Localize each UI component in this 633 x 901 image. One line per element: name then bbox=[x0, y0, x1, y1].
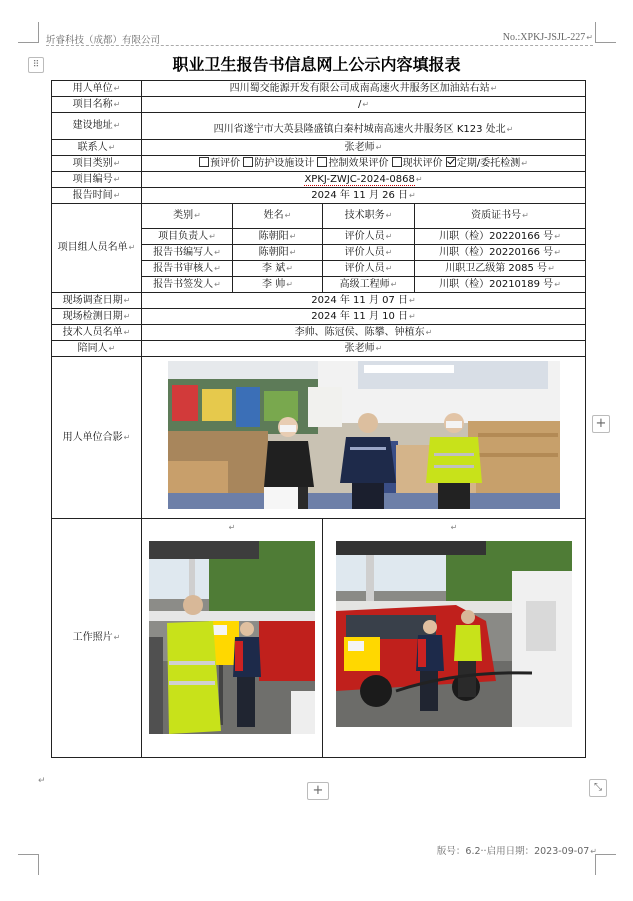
category-option-periodic-testing[interactable]: 定期/委托检测 bbox=[446, 158, 520, 169]
label-work-photos: 工作照片↵ bbox=[52, 519, 142, 758]
header-divider bbox=[46, 45, 593, 46]
add-row-icon[interactable]: + bbox=[307, 782, 329, 800]
label-category: 项目类别↵ bbox=[52, 156, 142, 172]
footer-version: 版号：6.2 bbox=[436, 846, 481, 857]
row-staff-header bbox=[52, 204, 586, 229]
cell-group-photo bbox=[142, 357, 586, 519]
row-escort bbox=[52, 341, 586, 357]
staff-cert[interactable]: 川职卫乙级第 2085 号↵ bbox=[415, 261, 586, 277]
cell-work-photo-1 bbox=[142, 519, 323, 758]
paragraph-mark: ↵ bbox=[38, 776, 46, 786]
staff-header-title: 技术职务↵ bbox=[323, 204, 415, 229]
row-project-no bbox=[52, 172, 586, 188]
staff-cert[interactable]: 川职（检）20220166 号↵ bbox=[415, 229, 586, 245]
row-technicians bbox=[52, 325, 586, 341]
staff-name[interactable]: 李 斌↵ bbox=[233, 261, 323, 277]
label-group-photo: 用人单位合影↵ bbox=[52, 357, 142, 519]
staff-cert[interactable]: 川职（检）20220166 号↵ bbox=[415, 245, 586, 261]
staff-role[interactable]: 项目负责人↵ bbox=[142, 229, 233, 245]
staff-header-cert: 资质证书号↵ bbox=[415, 204, 586, 229]
category-option-control-effect[interactable]: 控制效果评价 bbox=[317, 158, 388, 169]
paragraph-mark: ↵ bbox=[228, 523, 236, 532]
staff-role[interactable]: 报告书审核人↵ bbox=[142, 261, 233, 277]
value-survey-date[interactable]: 2024 年 11 月 07 日↵ bbox=[142, 293, 586, 309]
checkbox-icon[interactable] bbox=[392, 157, 402, 167]
staff-header-name: 姓名↵ bbox=[233, 204, 323, 229]
crop-mark-bottom-left bbox=[18, 854, 39, 875]
checkbox-icon[interactable] bbox=[317, 157, 327, 167]
page-title: 职业卫生报告书信息网上公示内容填报表 bbox=[172, 55, 461, 74]
value-contact[interactable]: 张老师↵ bbox=[142, 140, 586, 156]
crop-mark-bottom-right bbox=[595, 854, 616, 875]
staff-title[interactable]: 评价人员↵ bbox=[323, 261, 415, 277]
staff-name[interactable]: 李 帅↵ bbox=[233, 277, 323, 293]
staff-role[interactable]: 报告书签发人↵ bbox=[142, 277, 233, 293]
label-escort: 陪同人↵ bbox=[52, 341, 142, 357]
staff-title[interactable]: 评价人员↵ bbox=[323, 229, 415, 245]
category-option-pre-evaluation[interactable]: 预评价 bbox=[199, 158, 240, 169]
disclosure-form-table bbox=[51, 80, 586, 758]
row-category bbox=[52, 156, 586, 172]
value-project-name[interactable]: /↵ bbox=[142, 97, 586, 113]
checkbox-icon[interactable] bbox=[243, 157, 253, 167]
header-company: 圻睿科技（成都）有限公司 bbox=[46, 35, 161, 46]
value-project-no[interactable]: XPKJ-ZWJC-2024-0868↵ bbox=[142, 172, 586, 188]
value-employer[interactable]: 四川蜀交能源开发有限公司成南高速火井服务区加油站右站↵ bbox=[142, 81, 586, 97]
row-employer bbox=[52, 81, 586, 97]
table-resize-handle-icon[interactable]: ⤡ bbox=[589, 779, 607, 797]
label-address: 建设地址↵ bbox=[52, 113, 142, 140]
value-category: 预评价 防护设施设计 控制效果评价 现状评价 定期/委托检测↵ bbox=[142, 156, 586, 172]
crop-mark-top-left bbox=[18, 22, 39, 43]
staff-role[interactable]: 报告书编写人↵ bbox=[142, 245, 233, 261]
value-address[interactable]: 四川省遂宁市大英县隆盛镇白秦村城南高速火井服务区 K123 处北↵ bbox=[142, 113, 586, 140]
row-work-photos bbox=[52, 519, 586, 758]
staff-title[interactable]: 评价人员↵ bbox=[323, 245, 415, 261]
checkbox-icon[interactable] bbox=[199, 157, 209, 167]
work-photo-1-image[interactable] bbox=[149, 541, 315, 734]
label-project-name: 项目名称↵ bbox=[52, 97, 142, 113]
label-staff: 项目组人员名单↵ bbox=[52, 204, 142, 293]
value-report-time[interactable]: 2024 年 11 月 26 日↵ bbox=[142, 188, 586, 204]
crop-mark-top-right bbox=[595, 22, 616, 43]
staff-title[interactable]: 高级工程师↵ bbox=[323, 277, 415, 293]
row-contact bbox=[52, 140, 586, 156]
staff-header-role: 类别↵ bbox=[142, 204, 233, 229]
group-photo-svg bbox=[168, 361, 560, 509]
row-address bbox=[52, 113, 586, 140]
work-photo-1-svg bbox=[149, 541, 315, 734]
row-survey-date bbox=[52, 293, 586, 309]
category-option-protection-design[interactable]: 防护设施设计 bbox=[243, 158, 314, 169]
label-project-no: 项目编号↵ bbox=[52, 172, 142, 188]
work-photo-2-svg bbox=[336, 541, 572, 727]
staff-name[interactable]: 陈朝阳↵ bbox=[233, 229, 323, 245]
category-option-status-evaluation[interactable]: 现状评价 bbox=[392, 158, 443, 169]
staff-cert[interactable]: 川职（检）20210189 号↵ bbox=[415, 277, 586, 293]
value-test-date[interactable]: 2024 年 11 月 10 日↵ bbox=[142, 309, 586, 325]
add-column-icon[interactable]: + bbox=[592, 415, 610, 433]
row-group-photo bbox=[52, 357, 586, 519]
work-photo-2-image[interactable] bbox=[336, 541, 572, 727]
group-photo-image[interactable] bbox=[168, 361, 560, 509]
staff-name[interactable]: 陈朝阳↵ bbox=[233, 245, 323, 261]
checkbox-checked-icon[interactable] bbox=[446, 157, 456, 167]
footer-effective-date: 启用日期：2023-09-07 bbox=[486, 846, 590, 857]
cell-work-photo-2 bbox=[323, 519, 586, 758]
label-contact: 联系人↵ bbox=[52, 140, 142, 156]
header-doc-no: No.:XPKJ-JSJL-227↵ bbox=[502, 32, 593, 43]
label-survey-date: 现场调查日期↵ bbox=[52, 293, 142, 309]
row-test-date bbox=[52, 309, 586, 325]
label-employer: 用人单位↵ bbox=[52, 81, 142, 97]
row-report-time bbox=[52, 188, 586, 204]
table-move-handle-icon[interactable]: ⠿ bbox=[28, 57, 44, 73]
label-test-date: 现场检测日期↵ bbox=[52, 309, 142, 325]
row-project-name bbox=[52, 97, 586, 113]
paragraph-mark: ↵ bbox=[450, 523, 458, 532]
value-escort[interactable]: 张老师↵ bbox=[142, 341, 586, 357]
footer-version-info: 版号：6.2··启用日期：2023-09-07↵ bbox=[436, 846, 597, 857]
label-report-time: 报告时间↵ bbox=[52, 188, 142, 204]
label-technicians: 技术人员名单↵ bbox=[52, 325, 142, 341]
value-technicians[interactable]: 李帅、陈冠侯、陈攀、钟植东↵ bbox=[142, 325, 586, 341]
